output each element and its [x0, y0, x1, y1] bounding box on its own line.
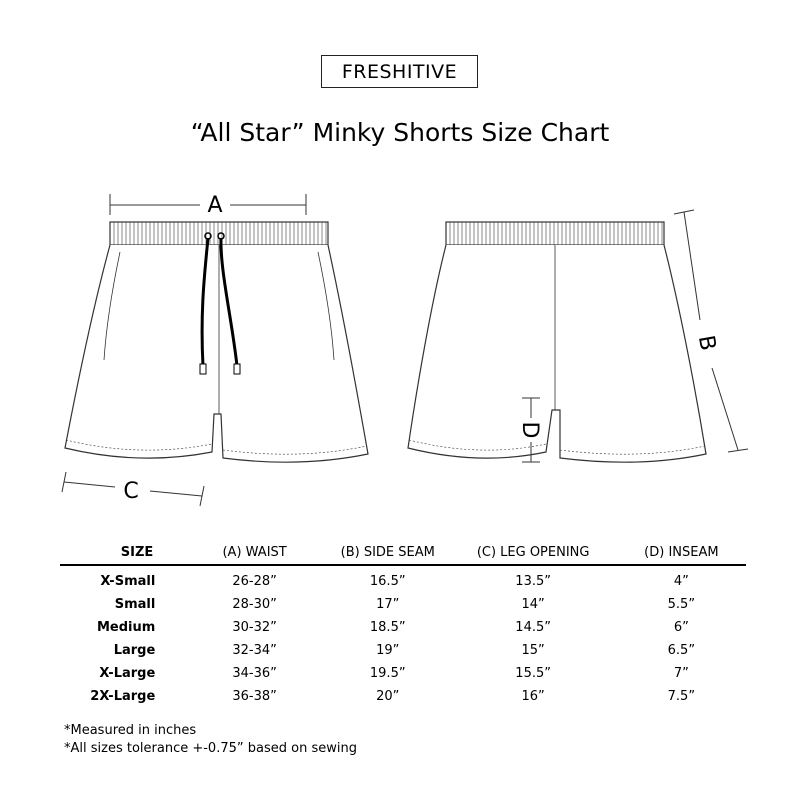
leg-opening-cell: 13.5” [515, 574, 551, 589]
footnotes [64, 722, 357, 758]
leg-opening-cell: 16” [521, 689, 545, 704]
inseam-cell: 6.5” [667, 643, 696, 658]
size-cell: Medium [96, 620, 156, 635]
waist-cell: 26-28” [232, 574, 277, 589]
inseam-cell: 7” [673, 666, 689, 681]
size-cell: X-Large [99, 666, 156, 681]
header-waist: (A) WAIST [183, 540, 326, 565]
waist-cell: 28-30” [232, 597, 277, 612]
table-row [60, 685, 746, 708]
table-header-row [60, 540, 746, 565]
back-body-outline [408, 245, 706, 462]
leg-opening-cell: 15.5” [515, 666, 551, 681]
header-side-seam: (B) SIDE SEAM [326, 540, 450, 565]
size-table [60, 540, 746, 708]
waist-cell: 32-34” [232, 643, 277, 658]
brand-name: FRESHITIVE [341, 60, 458, 83]
table-row [60, 639, 746, 662]
dimension-b-label: B [692, 333, 721, 353]
shorts-front-view [65, 222, 368, 462]
footnote-tolerance: *All sizes tolerance +-0.75” based on sewing [64, 741, 357, 756]
leg-opening-cell: 15” [521, 643, 545, 658]
waist-cell: 36-38” [232, 689, 277, 704]
dimension-c-label: C [123, 479, 139, 504]
dimension-d-label: D [517, 421, 542, 439]
leg-opening-cell: 14.5” [515, 620, 551, 635]
size-cell: Large [113, 643, 156, 658]
table-row [60, 593, 746, 616]
inseam-cell: 7.5” [667, 689, 696, 704]
inseam-cell: 6” [673, 620, 689, 635]
shorts-back-view [408, 222, 706, 462]
side-seam-cell: 20” [376, 689, 400, 704]
side-seam-cell: 19” [376, 643, 400, 658]
footnote-measured: *Measured in inches [64, 723, 197, 738]
inseam-cell: 4” [673, 574, 689, 589]
waist-cell: 30-32” [232, 620, 277, 635]
side-seam-cell: 18.5” [369, 620, 406, 635]
header-size: SIZE [60, 540, 183, 565]
front-body-outline [65, 245, 368, 462]
table-row [60, 616, 746, 639]
table-row [60, 662, 746, 685]
side-seam-cell: 17” [376, 597, 400, 612]
leg-opening-cell: 14” [521, 597, 545, 612]
size-cell: X-Small [100, 574, 156, 589]
inseam-cell: 5.5” [667, 597, 696, 612]
size-cell: 2X-Large [90, 689, 156, 704]
side-seam-cell: 16.5” [369, 574, 406, 589]
dimension-a-label: A [207, 193, 223, 218]
header-inseam: (D) INSEAM [617, 540, 746, 565]
back-waistband [446, 222, 664, 245]
size-cell: Small [114, 597, 156, 612]
table-row [60, 565, 746, 593]
side-seam-cell: 19.5” [369, 666, 406, 681]
page-title: “All Star” Minky Shorts Size Chart [190, 118, 610, 147]
waist-cell: 34-36” [232, 666, 277, 681]
header-leg-opening: (C) LEG OPENING [450, 540, 617, 565]
